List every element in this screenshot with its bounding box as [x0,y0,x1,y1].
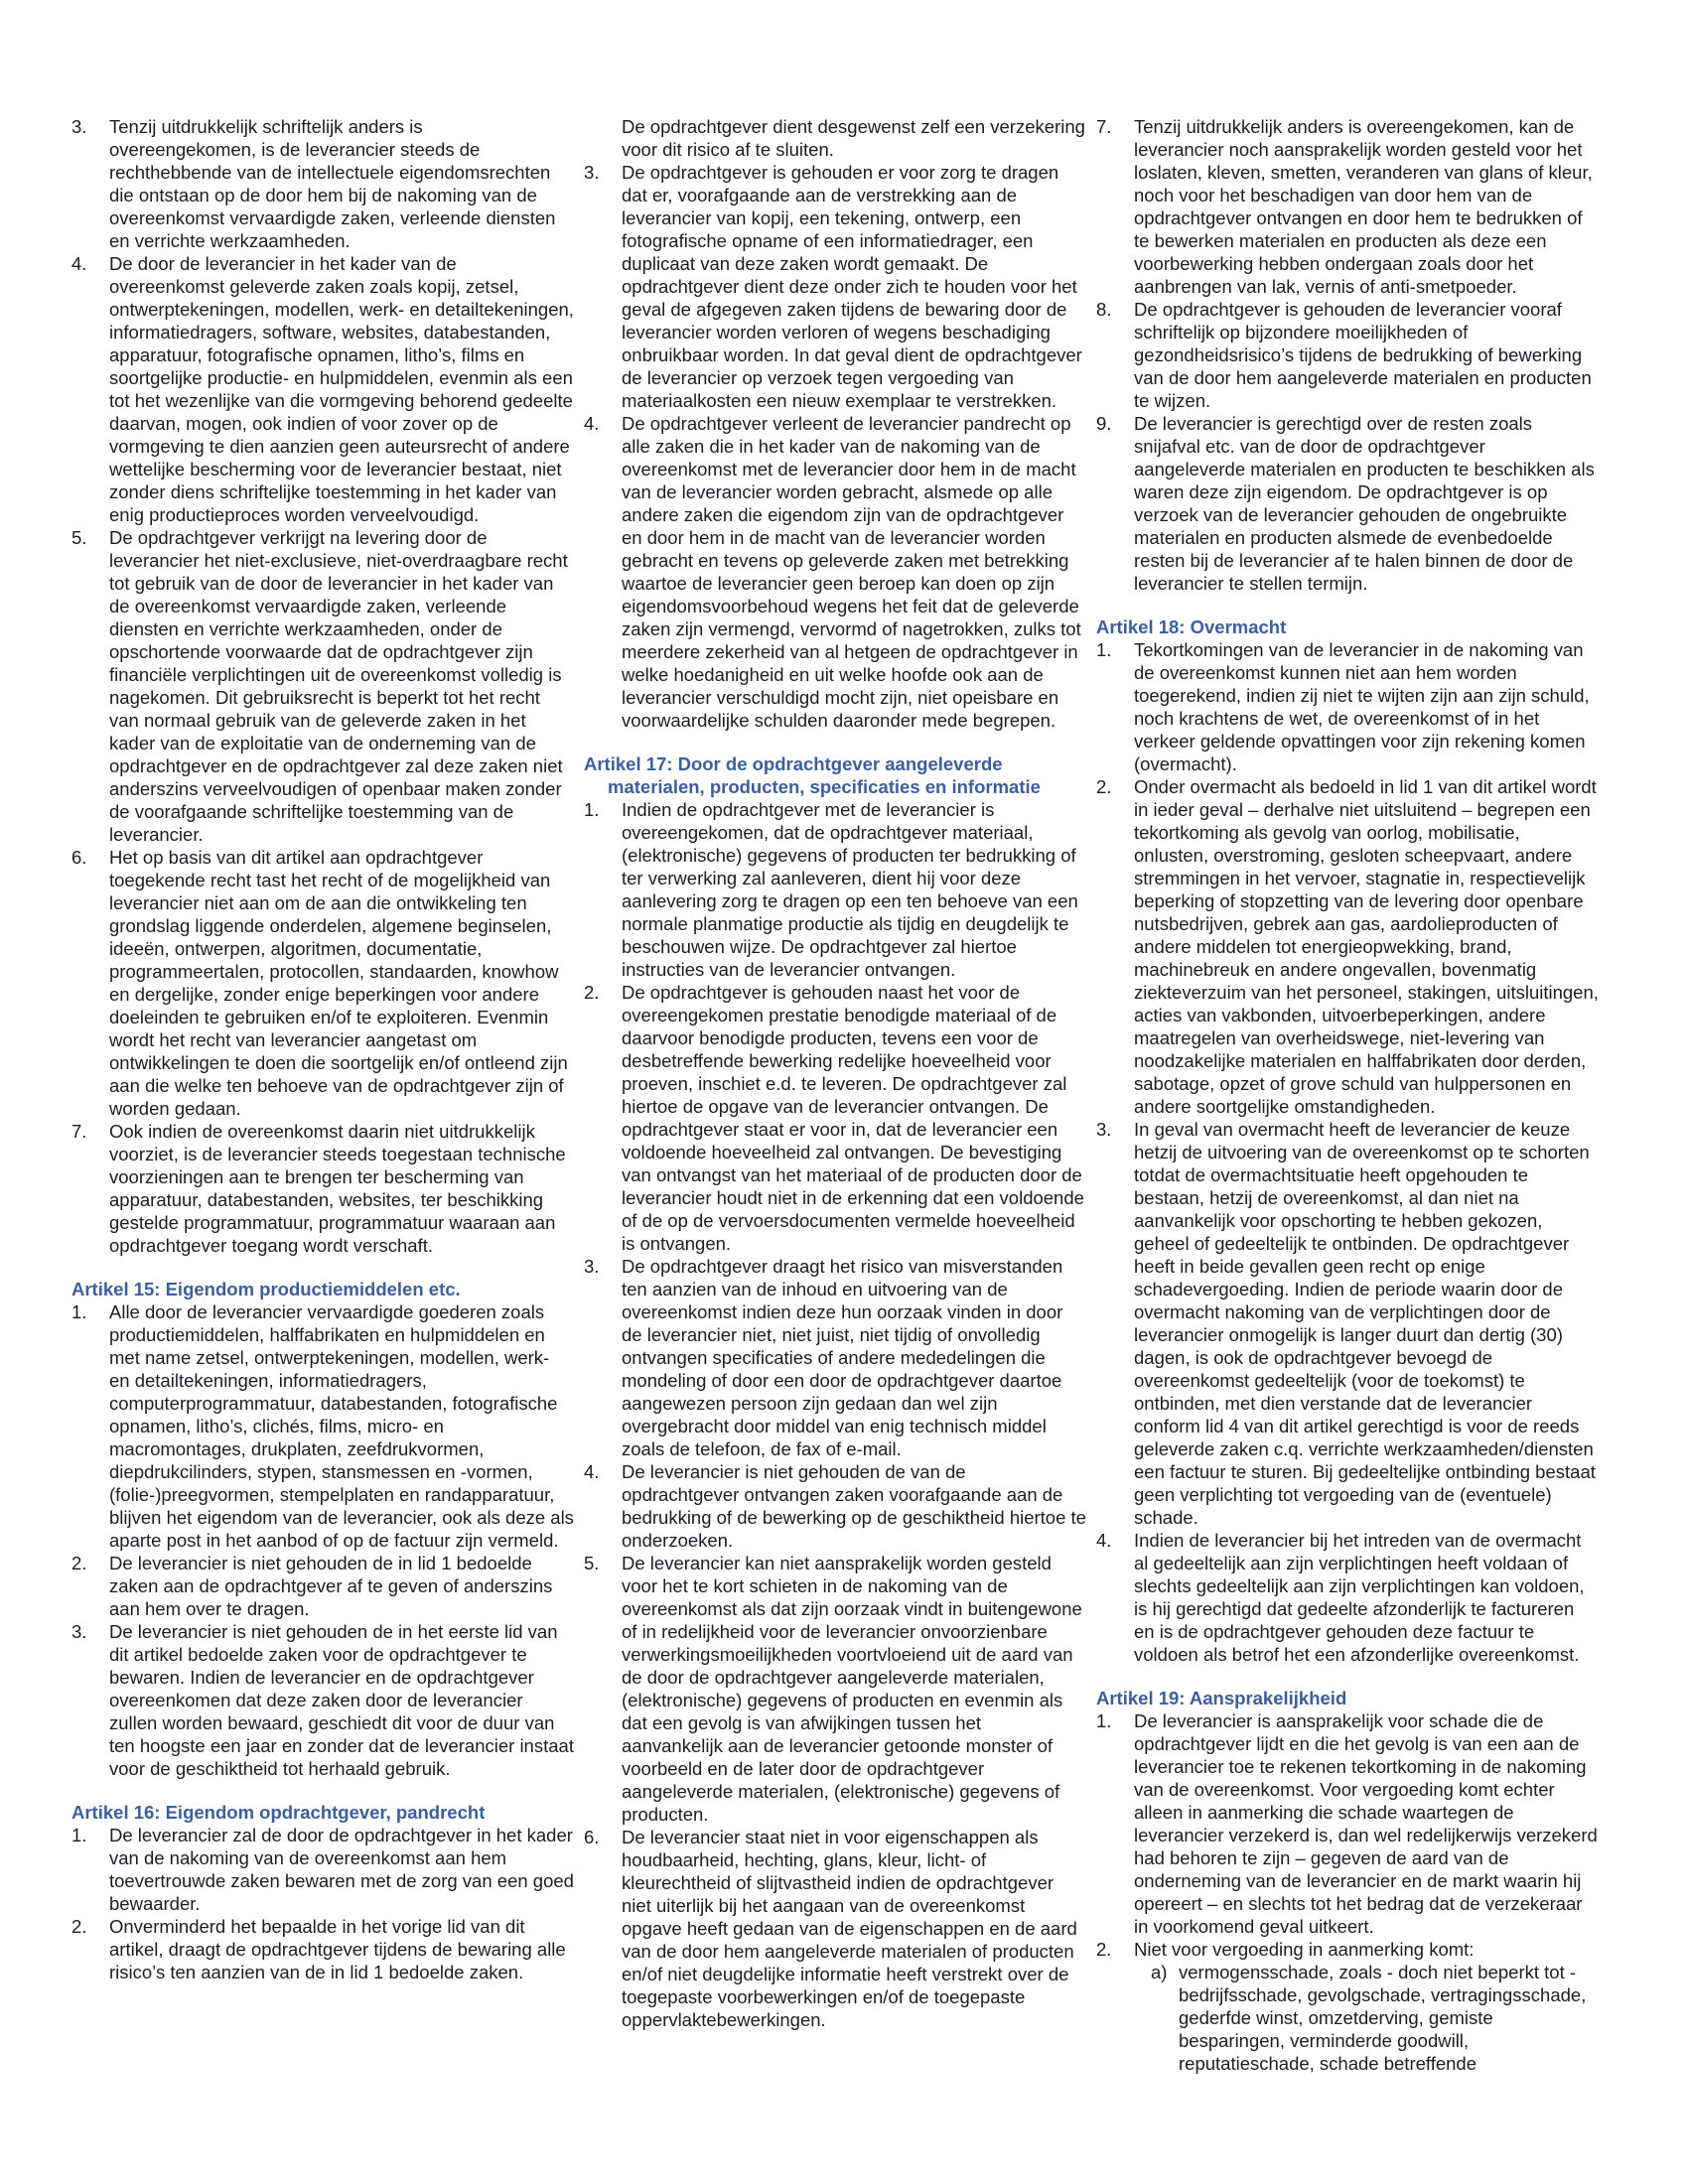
item-text: De opdrachtgever verleent de leverancier pandrecht op alle zaken die in het kader van de nakoming van de overeenkomst met de leverancier door hem in de macht van de leverancier worden gebracht, alsmede op alle andere zaken die eigendom zijn van de opdrachtgever en door hem in de macht van de leverancier worden gebracht en tevens op geleverde zaken met betrekking waartoe de leverancier geen beroep kan doen op zijn eigendomsvoorbehoud wegens het feit dat de geleverde zaken zijn vermengd, vervormd of nagetrokken, zulks tot meerdere zekerheid van al hetgeen de opdrachtgever in welke hoedanigheid en uit welke hoofde ook aan de leverancier verschuldigd mocht zijn, niet opeisbare en voorwaardelijke schulden daaronder mede begrepen. [622,413,1081,731]
list-item [584,1255,1086,1460]
item-text: Indien de opdrachtgever met de leverancier is overeengekomen, dat de opdrachtgever materiaal, (elektronische) gegevens of producten ter bedrukking of ter verwerking zal aanleveren, dient hij voor deze aanlevering zorg te dragen op een ten behoeve van een normale planmatige productie als tijdig en deugdelijk te beschouwen wijze. De opdrachtgever zal hiertoe instructies van de leverancier ontvangen. [622,799,1078,980]
list-item [1096,1709,1599,1938]
list-item [71,1915,574,1983]
item-text: De opdrachtgever verkrijgt na levering door de leverancier het niet-exclusieve, niet-overdraagbare recht tot gebruik van de door de leverancier in het kader van de overeenkomst vervaardigde zaken, verleende diensten en verrichte werkzaamheden, onder de opschortende voorwaarde dat de opdrachtgever zijn financiële verplichtingen uit de overeenkomst volledig is nagekomen. Dit gebruiksrecht is beperkt tot het recht van normaal gebruik van de geleverde zaken in het kader van de exploitatie van de onderneming van de opdrachtgever en de opdrachtgever zal deze zaken niet anderszins verveelvoudigen of openbaar maken zonder de voorafgaande schriftelijke toestemming van de leverancier. [109,527,568,845]
item-text: Alle door de leverancier vervaardigde goederen zoals productiemiddelen, halffabrikaten en hulpmiddelen en met name zetsel, ontwerptekeningen, modellen, werk- en detailtekeningen, informatiedragers, computerprogrammatuur, databestanden, fotografische opnamen, litho’s, clichés, films, micro- en macromontages, drukplaten, zeefdrukvormen, diepdrukcilinders, stypen, stansmessen en -vormen, (folie-)preegvormen, stempelplaten en randapparatuur, blijven het eigendom van de leverancier, ook als deze als aparte post in het aanbod of op de factuur zijn vermeld. [109,1301,574,1551]
item-text: De leverancier is niet gehouden de in het eerste lid van dit artikel bedoelde zaken voor de opdrachtgever te bewaren. Indien de leverancier en de opdrachtgever overeenkomen dat deze zaken door de leverancier zullen worden bewaard, geschiedt dit voor de duur van ten hoogste een jaar en zonder dat de leverancier instaat voor de geschiktheid tot herhaald gebruik. [109,1621,574,1779]
item-body [622,1255,1086,1460]
item-number: 1. [71,1301,87,1322]
item-body [109,526,574,846]
list-item [1096,412,1599,595]
list-item [584,412,1086,732]
sub-item-label: a) [1151,1962,1168,1982]
list-item [584,981,1086,1255]
item-number: 4. [1096,1530,1112,1551]
item-text: De leverancier is gerechtigd over de resten zoals snijafval etc. van de door de opdrachtgever aangeleverde materialen en producten te beschikken als waren deze zijn eigendom. De opdrachtgever is op verzoek van de leverancier gehouden de ongebruikte materialen en producten alsmede de evenbedoelde resten bij de leverancier af te halen binnen de door de leverancier te stellen termijn. [1134,413,1595,594]
item-text: De door de leverancier in het kader van de overeenkomst geleverde zaken zoals kopij, zetsel, ontwerptekeningen, modellen, werk- en detailtekeningen, informatiedragers, software, websites, databestanden, apparatuur, fotografische opnamen, litho’s, films en soortgelijke productie- en hulpmiddelen, evenmin als een tot het wezenlijke van die vormgeving behorend gedeelte daarvan, mogen, ook indien of voor zover op de vormgeving te dien aanzien geen auteursrecht of andere wettelijke bescherming voor de leverancier bestaat, niet zonder diens schriftelijke toestemming in het kader van enig productieproces worden verveelvoudigd. [109,253,574,525]
sub-item [1151,1961,1599,2075]
item-number: 1. [71,1825,87,1845]
item-text: Onder overmacht als bedoeld in lid 1 van dit artikel wordt in ieder geval – derhalve niet uitsluitend – begrepen een tekortkoming als gevolg van oorlog, mobilisatie, onlusten, overstroming, gesloten scheepvaart, andere stremmingen in het vervoer, stagnatie in, respectievelijk beperking of stopzetting van de levering door openbare nutsbedrijven, gebrek aan gas, aardolieproducten of andere middelen tot energieopwekking, brand, machinebreuk en andere ongevallen, bovenmatig ziekteverzuim van het personeel, stakingen, uitsluitingen, acties van vakbonden, uitvoerbeperkingen, andere maatregelen van overheidswege, niet-levering van noodzakelijke materialen en halffabrikaten door derden, sabotage, opzet of grove schuld van hulppersonen en andere soortgelijke omstandigheden. [1134,776,1599,1117]
list-item [584,1552,1086,1826]
item-number: 6. [71,847,87,868]
list-item [584,1460,1086,1552]
item-number: 8. [1096,299,1112,320]
article-heading: Artikel 17: Door de opdrachtgever aangeleverde materialen, producten, specificaties en informatie [584,753,1041,797]
item-body [109,1824,574,1915]
item-body [109,252,574,526]
list-item [1096,298,1599,412]
item-text: Niet voor vergoeding in aanmerking komt: [1134,1939,1475,1960]
list-item [1096,1938,1599,2075]
item-body [622,798,1086,981]
item-text: De opdrachtgever is gehouden er voor zorg te dragen dat er, voorafgaande aan de verstrekking aan de leverancier van kopij, een tekening, ontwerp, een fotografische opname of een informatiedrager, een duplicaat van deze zaken wordt gemaakt. De opdrachtgever dient deze onder zich te houden voor het geval de afgegeven zaken tijdens de bewaring door de leverancier worden verloren of wegens beschadiging onbruikbaar worden. In dat geval dient de opdrachtgever de leverancier op verzoek tegen vergoeding van materiaalkosten een nieuw exemplaar te verstrekken. [622,162,1082,411]
item-body [1134,1118,1599,1529]
item-number: 9. [1096,413,1112,434]
item-body [1134,775,1599,1118]
article-heading: Artikel 19: Aansprakelijkheid [1096,1688,1347,1708]
item-number: 1. [1096,639,1112,660]
list-item [1096,115,1599,298]
list-item [584,798,1086,981]
item-number: 3. [71,1621,87,1642]
item-number: 5. [71,527,87,548]
item-text: De leverancier zal de door de opdrachtgever in het kader van de nakoming van de overeenkomst aan hem toevertrouwde zaken bewaren met de zorg van een goed bewaarder. [109,1825,574,1914]
continuation-paragraph [584,115,1086,161]
item-body [109,1120,574,1257]
item-number: 3. [71,116,87,137]
item-text: De leverancier is niet gehouden de van de opdrachtgever ontvangen zaken voorafgaande aan de bedrukking of de bewerking op de geschiktheid hiertoe te onderzoeken. [622,1461,1086,1551]
list-item [71,252,574,526]
item-body [109,115,574,252]
item-text: De leverancier is niet gehouden de in lid 1 bedoelde zaken aan de opdrachtgever af te geven of anderszins aan hem over te dragen. [109,1553,553,1619]
list-item [71,1120,574,1257]
item-text: Het op basis van dit artikel aan opdrachtgever toegekende recht tast het recht of de mogelijkheid van leverancier niet aan om de aan die ontwikkeling ten grondslag liggende onderdelen, algemene beginselen, ideeën, ontwerpen, algoritmen, documentatie, programmeertalen, protocollen, standaarden, knowhow en dergelijke, zonder enige beperkingen voor andere doeleinden te gebruiken en/of te exploiteren. Evenmin wordt het recht van leverancier aangetast om ontwikkelingen te doen die soortgelijk en/of ontleend zijn aan die welke ten behoeve van de opdrachtgever zijn of worden gedaan. [109,847,568,1119]
item-text: De opdrachtgever dient desgewenst zelf een verzekering voor dit risico af te sluiten. [622,116,1085,160]
item-text: De leverancier kan niet aansprakelijk worden gesteld voor het te kort schieten in de nakoming van de overeenkomst als dat zijn oorzaak vindt in buitengewone of in redelijkheid voor de leverancier onvoorzienbare verwerkingsmoeilijkheden voortvloeiend uit de aard van de door de opdrachtgever aangeleverde materialen, (elektronische) gegevens of producten en evenmin als dat een gevolg is van afwijkingen tussen het aanvankelijk aan de leverancier getoonde monster of voorbeeld en de later door de opdrachtgever aangeleverde materialen, (elektronische) gegevens of producten. [622,1553,1082,1825]
item-number: 6. [584,1827,600,1847]
item-text: De opdrachtgever is gehouden naast het voor de overeengekomen prestatie benodigde materiaal of de daarvoor benodigde producten, tevens een voor de desbetreffende bewerking redelijke hoeveelheid voor proeven, inschiet e.d. te leveren. De opdrachtgever zal hiertoe de opgave van de leverancier ontvangen. De opdrachtgever staat er voor in, dat de leverancier een voldoende hoeveelheid zal ontvangen. De bevestiging van ontvangst van het materiaal of de producten door de leverancier houdt niet in de erkenning dat een voldoende of de op de vervoersdocumenten vermelde hoeveelheid is ontvangen. [622,982,1084,1254]
item-body [622,1552,1086,1826]
item-body [622,412,1086,732]
item-text: De leverancier staat niet in voor eigenschappen als houdbaarheid, hechting, glans, kleur, licht- of kleurechtheid of slijtvastheid indien de opdrachtgever niet uiterlijk bij het aangaan van de overeenkomst opgave heeft gedaan van de eigenschappen en de aard van de door hem aangeleverde materialen of producten en/of niet deugdelijke informatie heeft verstrekt over de toegepaste voorbewerkingen en/of de toegepaste oppervlaktebewerkingen. [622,1827,1077,2030]
item-number: 4. [584,1461,600,1482]
item-body [1134,1938,1599,2075]
item-body [1134,115,1599,298]
item-number: 3. [1096,1119,1112,1140]
list-item [71,1620,574,1780]
item-body [622,981,1086,1255]
item-number: 2. [1096,776,1112,797]
list-item [71,115,574,252]
item-number: 2. [1096,1939,1112,1960]
item-body [1134,412,1599,595]
item-number: 2. [71,1916,87,1937]
list-item [1096,1529,1599,1666]
list-item [1096,1118,1599,1529]
item-number: 7. [71,1121,87,1142]
item-text: Ook indien de overeenkomst daarin niet uitdrukkelijk voorziet, is de leverancier steeds toegestaan technische voorzieningen aan te brengen ter bescherming van apparatuur, databestanden, websites, ter beschikking gestelde programmatuur, programmatuur waaraan aan opdrachtgever toegang wordt verschaft. [109,1121,566,1256]
list-item [1096,638,1599,775]
list-item [71,846,574,1120]
item-text: Onverminderd het bepaalde in het vorige lid van dit artikel, draagt de opdrachtgever tijdens de bewaring alle risico’s ten aanzien van de in lid 1 bedoelde zaken. [109,1916,566,1982]
list-item [584,1826,1086,2031]
item-body [109,846,574,1120]
list-item [1096,775,1599,1118]
text-column-3 [1096,115,1599,2154]
item-body [1134,1529,1599,1666]
list-item [71,1300,574,1552]
list-item [584,161,1086,412]
item-text: De leverancier is aansprakelijk voor schade die de opdrachtgever lijdt en die het gevolg is van een aan de leverancier toe te rekenen tekortkoming in de nakoming van de overeenkomst. Voor vergoeding komt echter alleen in aanmerking die schade waartegen de leverancier verzekerd is, dan wel redelijkerwijs verzekerd had behoren te zijn – gegeven de aard van de onderneming van de leverancier en de markt waarin hij opereert – en slechts tot het bedrag dat de verzekeraar in voorkomend geval uitkeert. [1134,1710,1598,1937]
item-number: 3. [584,162,600,183]
item-text: Indien de leverancier bij het intreden van de overmacht al gedeeltelijk aan zijn verplichtingen heeft voldaan of slechts gedeeltelijk aan zijn verplichtingen kan voldoen, is hij gerechtigd dat gedeelte afzonderlijk te factureren en is de opdrachtgever gehouden deze factuur te voldoen als betrof het een afzonderlijke overeenkomst. [1134,1530,1585,1665]
text-column-1 [71,115,574,2154]
item-text: De opdrachtgever draagt het risico van misverstanden ten aanzien van de inhoud en uitvoering van de overeenkomst indien deze hun oorzaak vinden in door de leverancier niet, niet juist, niet tijdig of onvolledig ontvangen specificaties of andere mededelingen die mondeling of door een door de opdrachtgever daartoe aangewezen persoon zijn gedaan dan wel zijn overgebracht door middel van enig technisch middel zoals de telefoon, de fax of e-mail. [622,1256,1063,1459]
article-heading: Artikel 18: Overmacht [1096,616,1287,637]
item-text: De opdrachtgever is gehouden de leverancier vooraf schriftelijk op bijzondere moeilijkheden of gezondheidsrisico’s tijdens de bedrukking of bewerking van de door hem aangeleverde materialen en producten te wijzen. [1134,299,1592,411]
item-number: 1. [584,799,600,820]
item-body [622,1826,1086,2031]
item-number: 4. [71,253,87,274]
item-text: Tenzij uitdrukkelijk anders is overeengekomen, kan de leverancier noch aansprakelijk worden gesteld voor het loslaten, kleven, smetten, veranderen van glans of kleur, noch voor het beschadigen van door hem van de opdrachtgever ontvangen en door hem te bedrukken of te bewerken materialen en producten als deze een voorbewerking hebben ondergaan zoals door het aanbrengen van lak, vernis of anti-smetpoeder. [1134,116,1593,297]
text-column-2 [584,115,1086,2154]
item-body [109,1915,574,1983]
article-heading: Artikel 16: Eigendom opdrachtgever, pandrecht [71,1802,486,1823]
item-number: 4. [584,413,600,434]
list-item [71,526,574,846]
item-number: 2. [584,982,600,1003]
item-text: Tekortkomingen van de leverancier in de nakoming van de overeenkomst kunnen niet aan hem worden toegerekend, indien zij niet te wijten zijn aan zijn schuld, noch krachtens de wet, de overeenkomst of in het verkeer geldende opvattingen voor zijn rekening komen (overmacht). [1134,639,1590,774]
item-body [622,161,1086,412]
item-body [622,115,1086,161]
list-item [71,1824,574,1915]
item-body [109,1300,574,1552]
item-number [584,115,622,161]
item-text: In geval van overmacht heeft de leverancier de keuze hetzij de uitvoering van de overeenkomst op te schorten totdat de overmachtsituatie heeft opgehouden te bestaan, hetzij de overeenkomst, al dan niet na aanvankelijk voor opschorting te hebben gekozen, geheel of gedeeltelijk te ontbinden. De opdrachtgever heeft in beide gevallen geen recht op enige schadevergoeding. Indien de periode waarin door de overmacht nakoming van de verplichtingen door de leverancier onmogelijk is langer duurt dan dertig (30) dagen, is ook de opdrachtgever bevoegd de overeenkomst gedeeltelijk (voor de toekomst) te ontbinden, met dien verstande dat de leverancier conform lid 4 van dit artikel gerechtigd is voor de reeds geleverde zaken c.q. verrichte werkzaamheden/diensten een factuur te sturen. Bij gedeeltelijke ontbinding bestaat geen verplichting tot vergoeding van de (eventuele) schade. [1134,1119,1596,1528]
item-body [1134,638,1599,775]
item-body [109,1620,574,1780]
item-body [622,1460,1086,1552]
item-number: 5. [584,1553,600,1573]
article-heading: Artikel 15: Eigendom productiemiddelen etc. [71,1279,461,1299]
item-text: Tenzij uitdrukkelijk schriftelijk anders is overeengekomen, is de leverancier steeds de rechthebbende van de intellectuele eigendomsrechten die ontstaan op de door hem bij de nakoming van de overeenkomst vervaardigde zaken, verleende diensten en verrichte werkzaamheden. [109,116,556,251]
item-body [1134,298,1599,412]
sub-item-text: vermogensschade, zoals - doch niet beperkt tot - bedrijfsschade, gevolgschade, vertragingsschade, gederfde winst, omzetderving, gemiste besparingen, verminderde goodwill, reputatieschade, schade betreffende [1179,1962,1587,2074]
item-body [109,1552,574,1620]
item-number: 7. [1096,116,1112,137]
item-number: 1. [1096,1710,1112,1731]
item-number: 2. [71,1553,87,1573]
item-body [1134,1709,1599,1938]
list-item [71,1552,574,1620]
item-number: 3. [584,1256,600,1277]
